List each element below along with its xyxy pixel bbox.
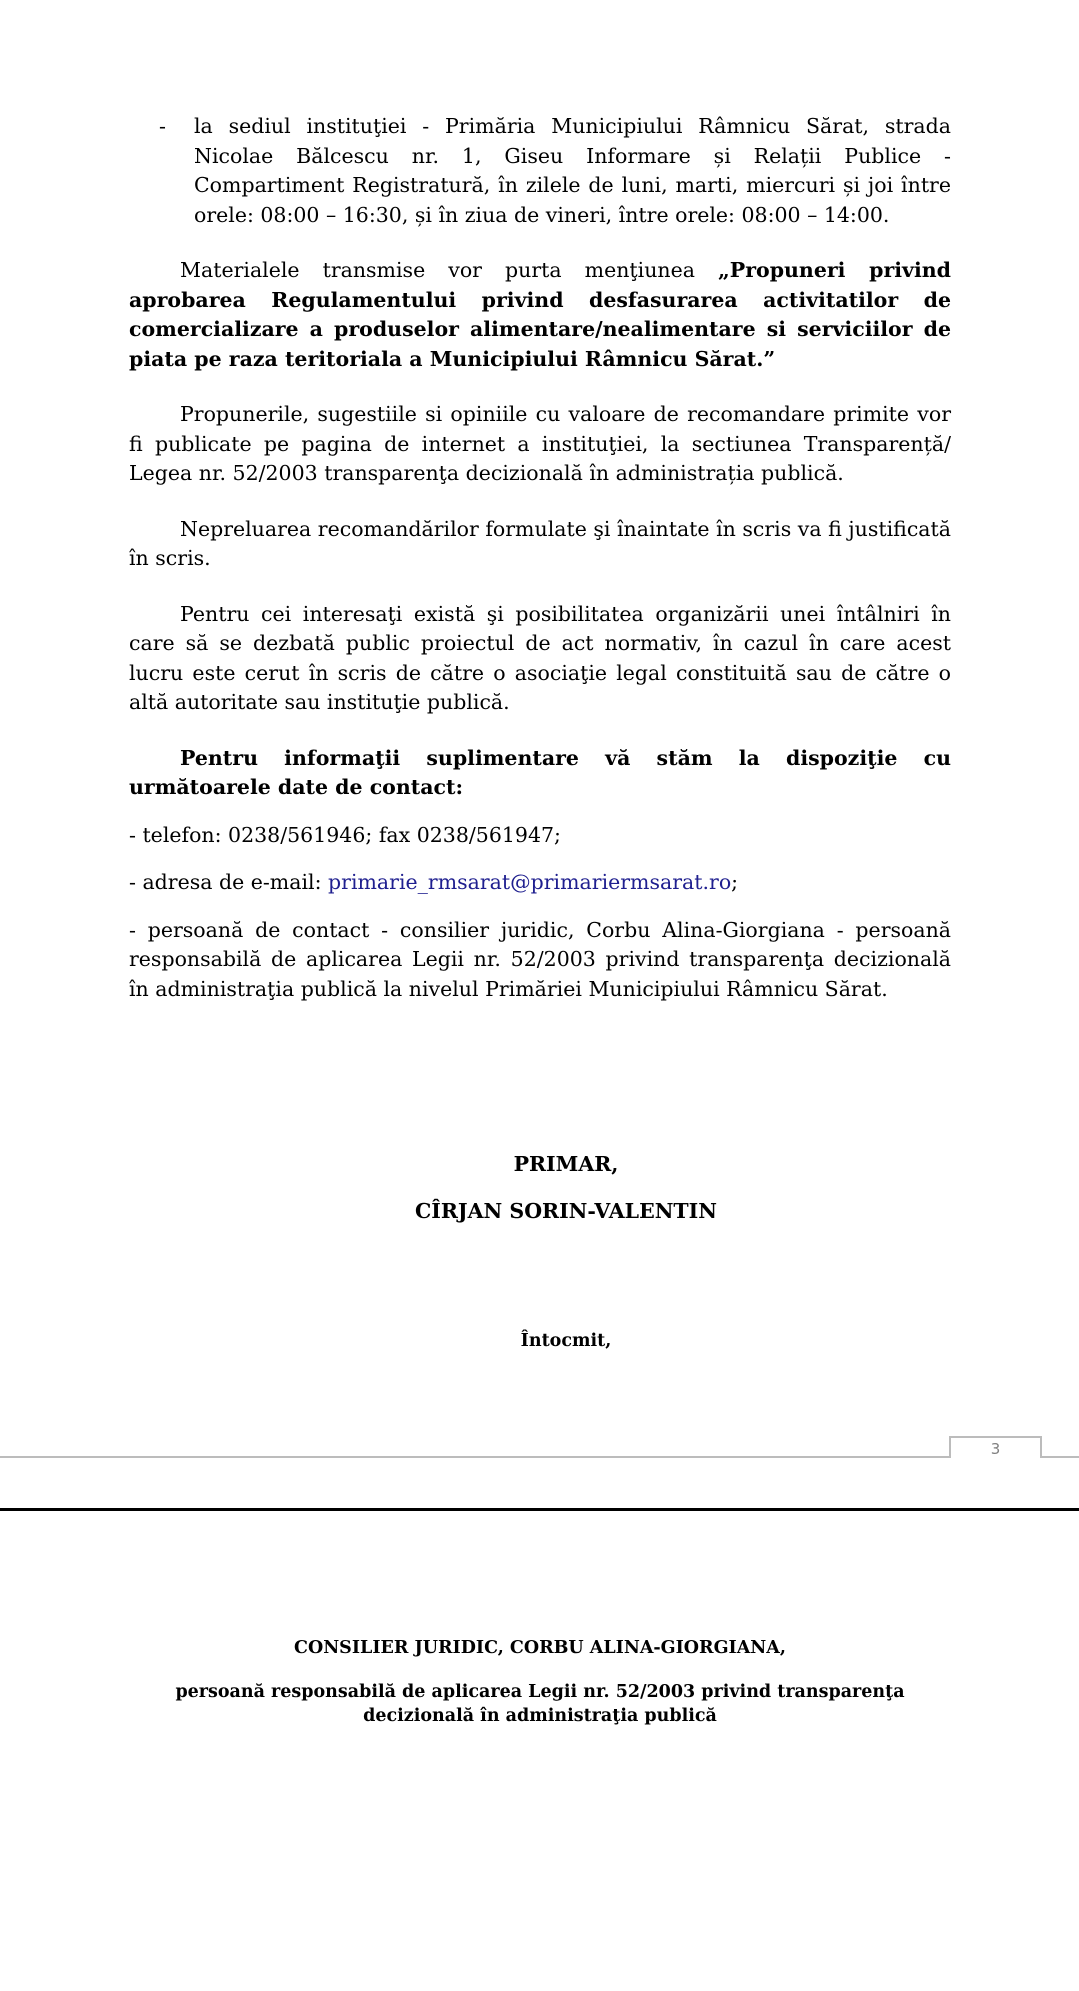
email-suffix: ; [731, 870, 739, 894]
document-body [129, 112, 951, 1030]
materials-paragraph [129, 256, 951, 374]
materials-intro: Materialele transmise vor purta menţiunea [180, 258, 719, 282]
signature-title: PRIMAR, [513, 1152, 619, 1176]
page-separator [0, 1508, 1079, 1511]
submission-location-bullet [129, 112, 951, 230]
next-page-title: CONSILIER JURIDIC, CORBU ALINA-GIORGIANA, [294, 1638, 786, 1658]
email-line [129, 868, 951, 898]
proposals-paragraph: Propunerile, sugestiile si opiniile cu valoare de recomandare primite vor fi publicate pe pagina de internet a instituţiei, la sectiunea Transparență/ Legea nr. 52/2003 transparenţa decizională în administrația publică. [129, 402, 951, 485]
phone-fax-line: - telefon: 0238/561946; fax 0238/561947; [129, 822, 561, 847]
nepreluarea-paragraph: Nepreluarea recomandărilor formulate şi înaintate în scris va fi justificată în scris. [129, 516, 951, 570]
email-link[interactable]: primarie_rmsarat@primariermsarat.ro [328, 870, 732, 894]
contact-heading: Pentru informaţii suplimentare vă stăm la dispoziţie cu următoarele date de contact: [129, 745, 951, 799]
email-prefix: - adresa de e-mail: [129, 870, 329, 894]
prepared-by-label: Întocmit, [520, 1331, 612, 1351]
page-number: 3 [949, 1436, 1042, 1458]
page-break-line [0, 1456, 1079, 1458]
contact-person-paragraph: - persoană de contact - consilier juridic, Corbu Alina-Giorgiana - persoană responsabilă de aplicarea Legii nr. 52/2003 privind transparenţa decizională în administraţia publică la nivelul Primăriei Municipiului Râmnicu Sărat. [129, 917, 951, 1001]
meeting-paragraph: Pentru cei interesaţi există şi posibilitatea organizării unei întâlniri în care să se dezbată public proiectul de act normativ, în cazul în care acest lucru este cerut în scris de către o asociaţie legal constituită sau de către o altă autoritate sau instituţie publică. [129, 601, 951, 714]
materials-mention: „Propuneri privind aprobarea Regulamentului privind desfasurarea activitatilor de comercializare a produselor alimentare/nealimentare si serviciilor de piata pe raza teritoriala a Municipiului Râmnicu Sărat.” [129, 258, 951, 371]
bullet-dash: - [159, 114, 166, 138]
bullet-text: la sediul instituţiei - Primăria Municipiului Râmnicu Sărat, strada Nicolae Bălcescu nr. 1, Giseu Informare și Relații Publice - Compartiment Registratură, în zilele de luni, marti, miercuri și joi între orele: 08:00 – 16:30, și în ziua de vineri, între orele: 08:00 – 14:00. [194, 114, 951, 227]
signature-name: CÎRJAN SORIN-VALENTIN [414, 1199, 718, 1223]
next-page-description: persoană responsabilă de aplicarea Legii nr. 52/2003 privind transparenţa decizională în administraţia publică [175, 1682, 905, 1726]
